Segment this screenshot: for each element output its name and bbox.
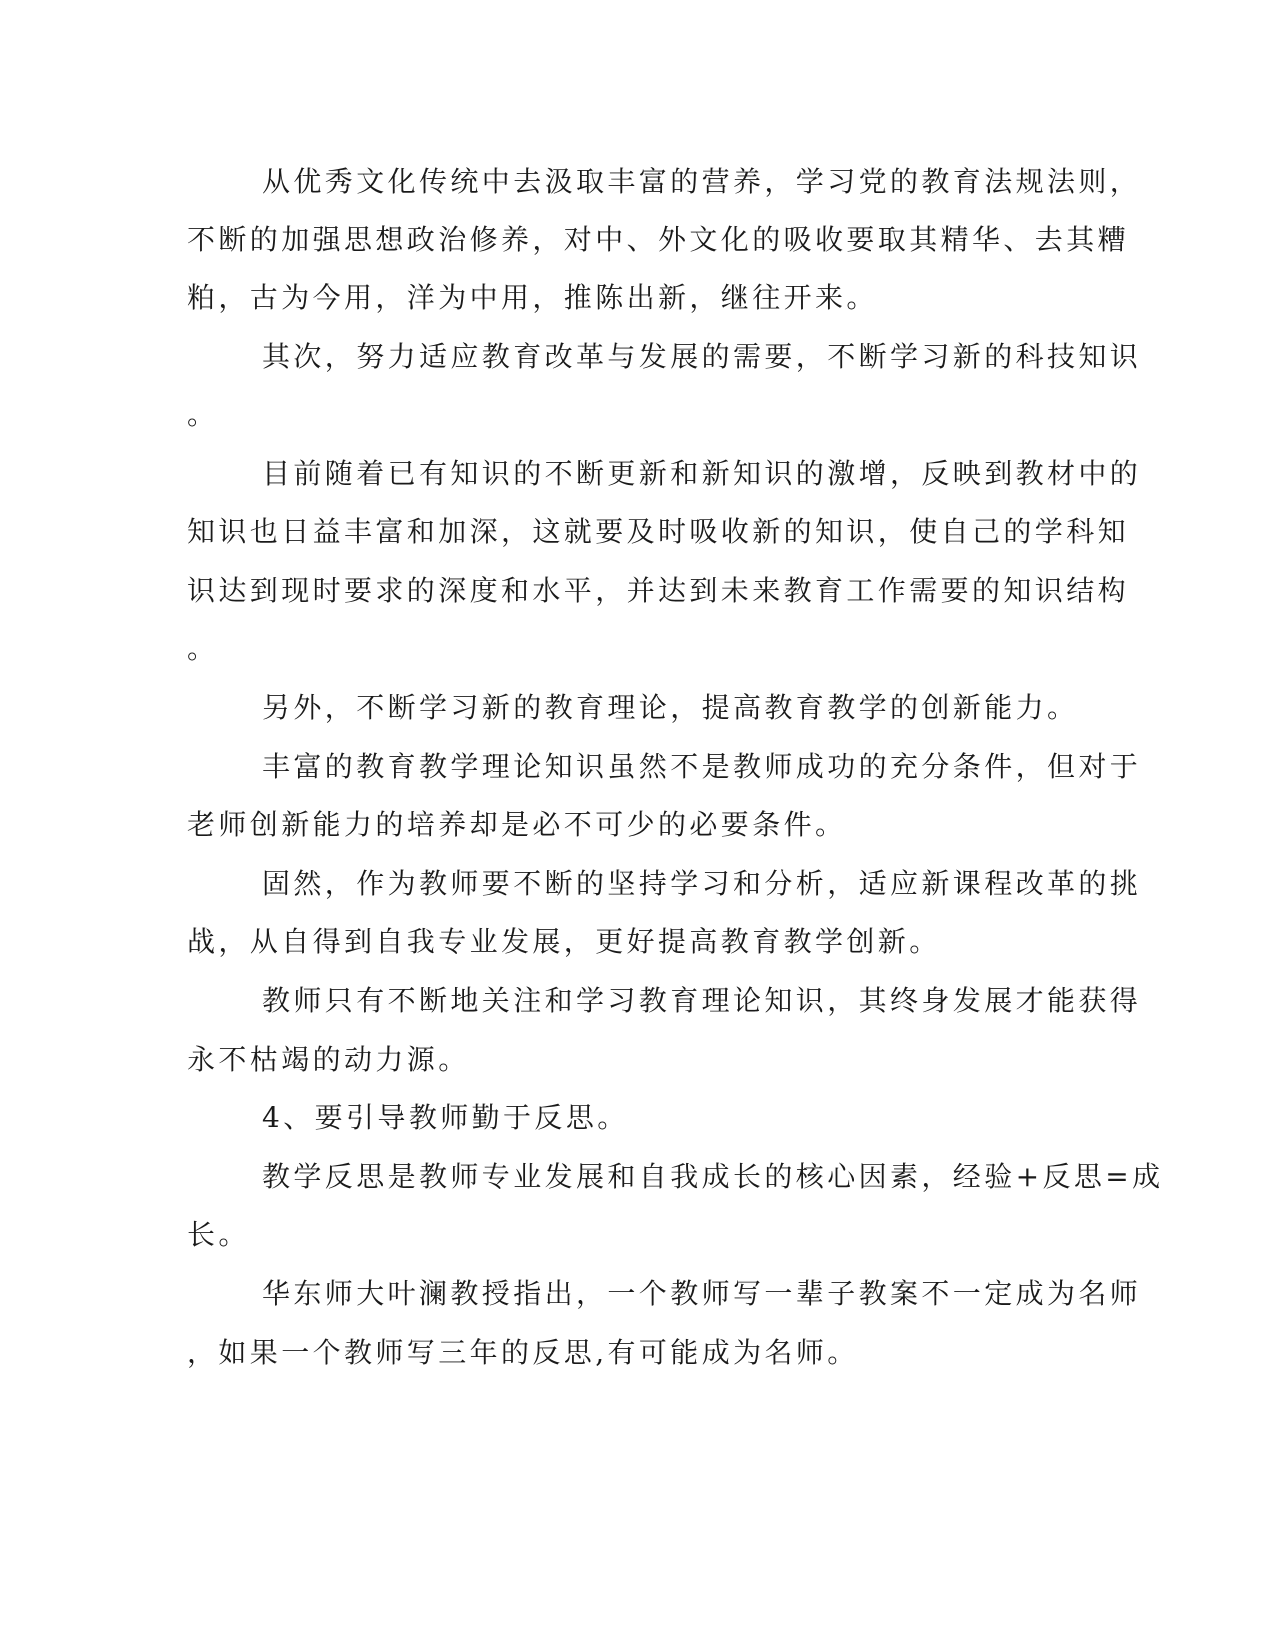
- text-line: 目前随着已有知识的不断更新和新知识的激增，反映到教材中的: [262, 457, 1142, 490]
- text-line: 教师只有不断地关注和学习教育理论知识，其终身发展才能获得: [262, 984, 1142, 1017]
- text-line: 知识也日益丰富和加深，这就要及时吸收新的知识，使自己的学科知: [187, 515, 1130, 548]
- text-line: 永不枯竭的动力源。: [187, 1043, 470, 1076]
- text-line: 粕，古为今用，洋为中用，推陈出新，继往开来。: [187, 281, 878, 314]
- text-line: 。: [187, 398, 219, 431]
- text-line: 其次，努力适应教育改革与发展的需要，不断学习新的科技知识: [262, 340, 1142, 373]
- text-line: 4、要引导教师勤于反思。: [262, 1101, 629, 1134]
- text-line: 华东师大叶澜教授指出，一个教师写一辈子教案不一定成为名师: [262, 1277, 1142, 1310]
- text-line: 固然，作为教师要不断的坚持学习和分析，适应新课程改革的挑: [262, 867, 1142, 900]
- text-line: 另外，不断学习新的教育理论，提高教育教学的创新能力。: [262, 691, 1079, 724]
- text-line: 。: [187, 632, 219, 665]
- text-line: 战，从自得到自我专业发展，更好提高教育教学创新。: [187, 925, 941, 958]
- text-line: 从优秀文化传统中去汲取丰富的营养，学习党的教育法规法则，: [262, 165, 1142, 198]
- text-line: 长。: [187, 1218, 250, 1251]
- text-line: 丰富的教育教学理论知识虽然不是教师成功的充分条件，但对于: [262, 750, 1142, 783]
- text-line: 老师创新能力的培养却是必不可少的必要条件。: [187, 808, 847, 841]
- text-line: 识达到现时要求的深度和水平，并达到未来教育工作需要的知识结构: [187, 574, 1130, 607]
- text-line: 教学反思是教师专业发展和自我成长的核心因素，经验+反思=成: [262, 1160, 1164, 1193]
- text-line: 不断的加强思想政治修养，对中、外文化的吸收要取其精华、去其糟: [187, 223, 1130, 256]
- text-line: ，如果一个教师写三年的反思,有可能成为名师。: [187, 1336, 859, 1369]
